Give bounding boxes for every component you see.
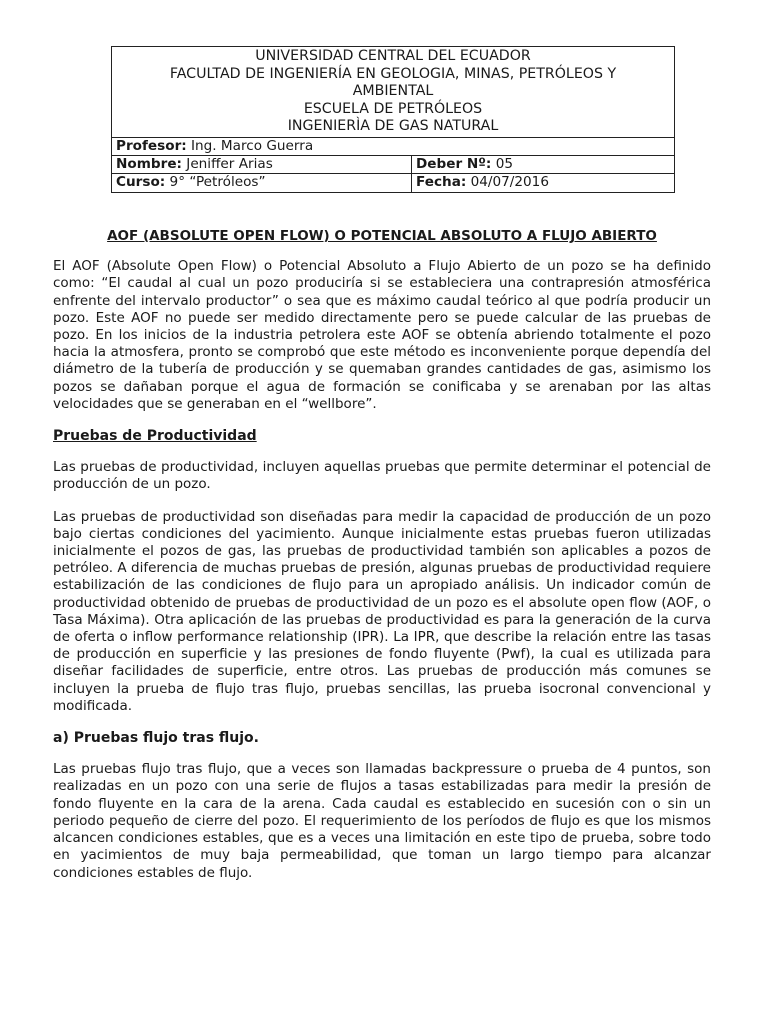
curso-cell (112, 174, 412, 192)
document-body (53, 228, 711, 897)
subject-name: INGENIERÌA DE GAS NATURAL (287, 118, 499, 135)
fecha-cell (412, 174, 674, 192)
university-name: UNIVERSIDAD CENTRAL DEL ECUADOR (255, 48, 531, 64)
profesor-row (112, 138, 674, 156)
school-name: ESCUELA DE PETRÓLEOS (303, 100, 483, 117)
curso-row (112, 174, 674, 192)
deber-cell (412, 156, 674, 173)
profesor-value: Ing. Marco Guerra (186, 137, 314, 154)
curso-value: 9° “Petróleos” (165, 173, 266, 190)
fecha-value: 04/07/2016 (466, 173, 549, 190)
deber-value: 05 (491, 155, 513, 172)
nombre-cell (112, 156, 412, 173)
profesor-label: Profesor: (116, 137, 187, 154)
header-table (111, 46, 675, 193)
nombre-row (112, 156, 674, 174)
faculty-name-line2: AMBIENTAL (352, 83, 434, 100)
section-title-productividad: Pruebas de Productividad (53, 428, 257, 445)
deber-label: Deber Nº: (416, 155, 492, 172)
profesor-cell (112, 138, 674, 155)
intro-paragraph: El AOF (Absolute Open Flow) o Potencial Absoluto a Flujo Abierto de un pozo se ha definido como: “El caudal al cual un pozo produciría si se estableciera una contrapresión atmosférica enfrente del intervalo productor” o sea que es máximo caudal teórico al que podría producir un pozo. Este AOF no puede ser medido directamente pero se puede calcular de las pruebas de pozo. En los inicios de la industria petrolera este AOF se obtenía abriendo totalmente el pozo hacia la atmosfera, pronto se comprobó que este método es inconveniente porque dependía del diámetro de la tubería de producción y se quemaban grandes cantidades de gas, asimismo los pozos se dañaban porque el agua de formación se conificaba y se arenaban por las altas velocidades que se generaban en el “wellbore”. (53, 258, 711, 412)
curso-label: Curso: (116, 173, 166, 190)
subsection-title-flujo-tras-flujo: a) Pruebas flujo tras flujo. (53, 730, 259, 747)
section1-paragraph-1: Las pruebas de productividad, incluyen aquellas pruebas que permite determinar el potencial de producción de un pozo. (53, 459, 711, 493)
nombre-label: Nombre: (116, 155, 182, 172)
section1-paragraph-2: Las pruebas de productividad son diseñadas para medir la capacidad de producción de un pozo bajo ciertas condiciones del yacimiento. Aunque inicialmente estas pruebas fueron utilizadas inicialmente el pozos de gas, las pruebas de productividad también son aplicables a pozos de petróleo. A diferencia de muchas pruebas de presión, algunas pruebas de productividad requiere estabilización de las condiciones de flujo para un apropiado análisis. Un indicador común de productividad obtenido de pruebas de productividad de un pozo es el absolute open flow (AOF, o Tasa Máxima). Otra aplicación de las pruebas de productividad es para la generación de la curva de oferta o inflow performance relationship (IPR). La IPR, que describe la relación entre las tasas de producción en superficie y las presiones de fondo fluyente (Pwf), la cual es utilizada para diseñar facilidades de superficie, entre otros. Las pruebas de producción más comunes se incluyen la prueba de flujo tras flujo, pruebas sencillas, las prueba isocronal convencional y modificada. (53, 508, 711, 714)
document-title: AOF (ABSOLUTE OPEN FLOW) O POTENCIAL ABSOLUTO A FLUJO ABIERTO (107, 228, 657, 244)
nombre-value: Jeniffer Arias (181, 155, 273, 172)
fecha-label: Fecha: (416, 173, 467, 190)
header-title-block (112, 47, 674, 138)
subsection-a-paragraph: Las pruebas flujo tras flujo, que a veces son llamadas backpressure o prueba de 4 puntos, son realizadas en un pozo con una serie de flujos a tasas estabilizadas para medir la presión de fondo fluyente en la cara de la arena. Cada caudal es establecido en sucesión con o sin un periodo pequeño de cierre del pozo. El requerimiento de los períodos de flujo es que los mismos alcancen condiciones estables, que es a veces una limitación en este tipo de prueba, sobre todo en yacimientos de muy baja permeabilidad, que toman un largo tiempo para alcanzar condiciones estables de flujo. (53, 761, 711, 881)
faculty-name-line1: FACULTAD DE INGENIERÍA EN GEOLOGIA, MINAS, PETRÓLEOS Y (169, 65, 617, 82)
